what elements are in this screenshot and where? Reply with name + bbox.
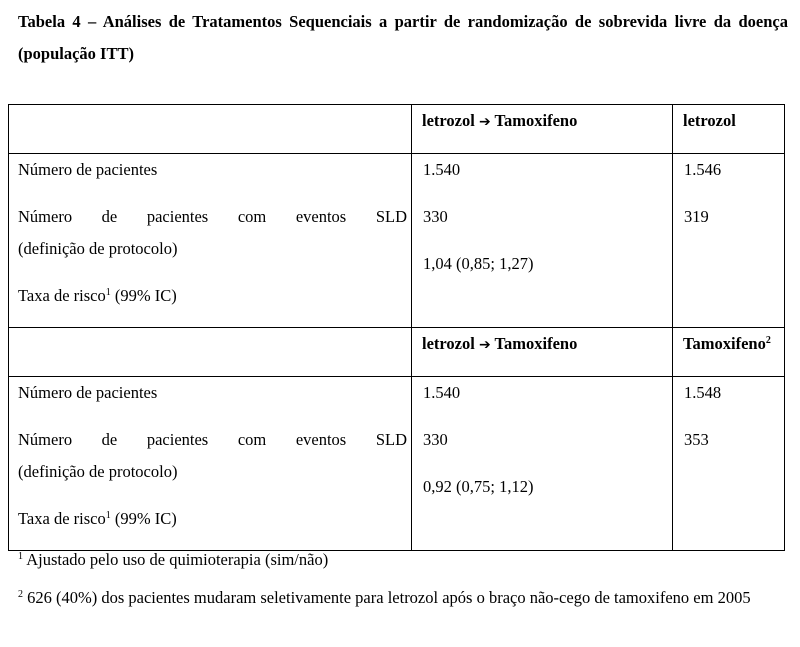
arrow-right-icon: ➔ [478, 114, 491, 130]
footnote-ref-1: 1 [105, 287, 111, 298]
col3-events: 319 [684, 207, 709, 226]
data-row-2 [9, 377, 785, 551]
col3-patients: 1.548 [684, 383, 722, 402]
header-row-2 [9, 328, 785, 377]
row-hr-label: Taxa de risco$^1$ (99% IC) [18, 286, 177, 305]
col2-patients: 1.540 [423, 383, 461, 402]
header-col2-drug-after: Tamoxifeno [494, 334, 578, 353]
header-empty-cell [9, 105, 412, 154]
header-col3 [673, 328, 785, 377]
row-events-label-line2: (definição de protocolo) [18, 239, 178, 258]
label-cell [9, 377, 412, 551]
row-patients-label: Número de pacientes [18, 383, 158, 402]
footnote-2 [18, 582, 783, 614]
col3-values [673, 377, 785, 551]
col2-patients: 1.540 [423, 160, 461, 179]
header-col3-label: letrozol [683, 111, 736, 130]
data-row-1 [9, 154, 785, 328]
col3-values [673, 154, 785, 328]
header-col2-drug: letrozol [422, 111, 475, 130]
table-title: Tabela 4 – Análises de Tratamentos Sequenciais a partir de randomização de sobrevida livre da doença (população ITT) [18, 12, 788, 63]
header-col2 [412, 105, 673, 154]
header-col2 [412, 328, 673, 377]
col2-values [412, 154, 673, 328]
col2-hazard-ratio: 0,92 (0,75; 1,12) [423, 477, 534, 496]
footnote-1 [18, 550, 328, 570]
row-events-label-line2: (definição de protocolo) [18, 462, 178, 481]
footnote-1-text: Ajustado pelo uso de quimioterapia (sim/não) [23, 550, 329, 569]
col2-events: 330 [423, 207, 448, 226]
footnote-2-text: 626 (40%) dos pacientes mudaram seletivamente para letrozol após o braço não-cego de tamoxifeno em 2005 [23, 588, 751, 607]
row-events-label-line1: Número de pacientes com eventos SLD [18, 207, 407, 226]
footnote-2-mark: 2 [18, 589, 23, 600]
col3-patients: 1.546 [684, 160, 722, 179]
footnote-ref-2: 2 [765, 335, 771, 346]
row-events-label-line1: Número de pacientes com eventos SLD [18, 430, 407, 449]
header-col3 [673, 105, 785, 154]
col3-events: 353 [684, 430, 709, 449]
row-patients-label: Número de pacientes [18, 160, 158, 179]
col2-values [412, 377, 673, 551]
arrow-right-icon: ➔ [478, 337, 491, 353]
col2-hazard-ratio: 1,04 (0,85; 1,27) [423, 254, 534, 273]
header-col3-label: Tamoxifeno [683, 334, 766, 353]
header-empty-cell [9, 328, 412, 377]
footnote-ref-1: 1 [105, 510, 111, 521]
header-col2-drug: letrozol [422, 334, 475, 353]
header-row-1 [9, 105, 785, 154]
results-table [8, 104, 785, 551]
footnote-1-mark: 1 [18, 551, 23, 562]
row-hr-label: Taxa de risco$^1$ (99% IC) [18, 509, 177, 528]
label-cell [9, 154, 412, 328]
header-col2-drug-after: Tamoxifeno [494, 111, 578, 130]
col2-events: 330 [423, 430, 448, 449]
